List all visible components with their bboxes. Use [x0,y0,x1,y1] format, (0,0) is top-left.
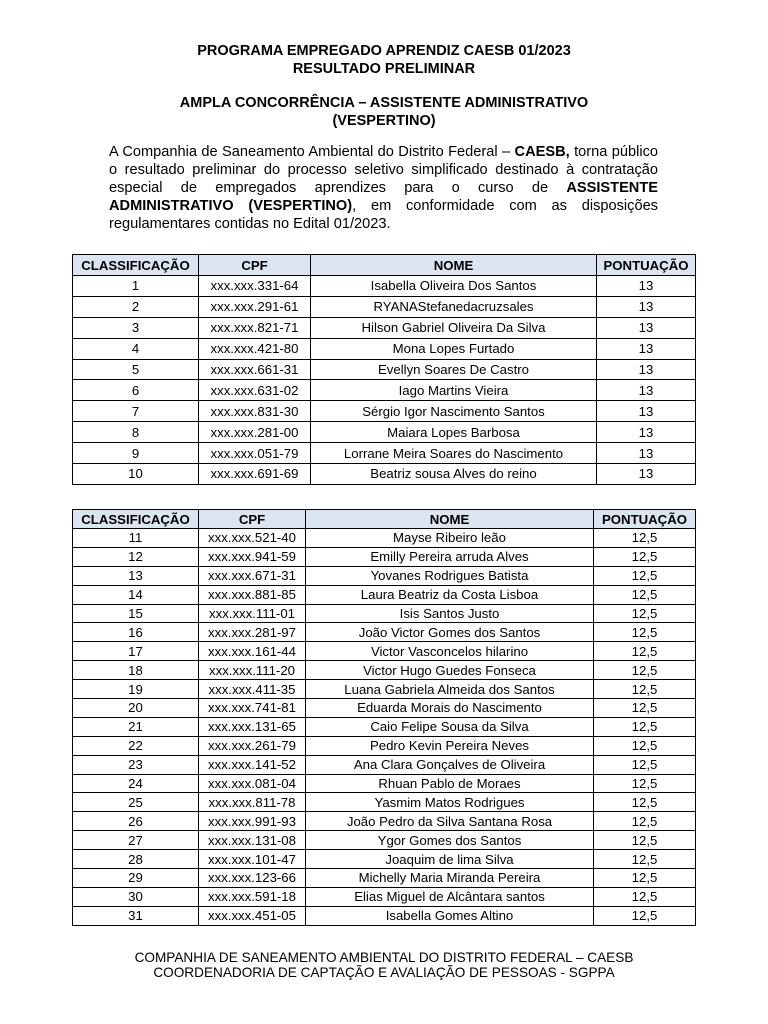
cell-nome: Elias Miguel de Alcântara santos [306,887,594,906]
cell-pontuacao: 12,5 [594,661,696,680]
cell-classificacao: 4 [73,338,199,359]
column-header-pontuacao: PONTUAÇÃO [594,510,696,529]
title-line-1: PROGRAMA EMPREGADO APRENDIZ CAESB 01/2023 [197,43,571,59]
cell-cpf: xxx.xxx.081-04 [199,774,306,793]
table-row [73,717,696,736]
cell-pontuacao: 12,5 [594,604,696,623]
cell-cpf: xxx.xxx.281-00 [199,422,311,443]
table-row [73,906,696,925]
cell-classificacao: 6 [73,380,199,401]
cell-nome: Hilson Gabriel Oliveira Da Silva [311,317,597,338]
column-header-classificacao: CLASSIFICAÇÃO [73,510,199,529]
cell-pontuacao: 12,5 [594,793,696,812]
cell-classificacao: 21 [73,717,199,736]
column-header-nome: NOME [306,510,594,529]
cell-cpf: xxx.xxx.941-59 [199,547,306,566]
cell-classificacao: 13 [73,566,199,585]
cell-nome: Isabella Oliveira Dos Santos [311,276,597,297]
table-row [73,276,696,297]
cell-classificacao: 1 [73,276,199,297]
table-row [73,623,696,642]
table-row [73,585,696,604]
cell-cpf: xxx.xxx.591-18 [199,887,306,906]
cell-cpf: xxx.xxx.111-01 [199,604,306,623]
cell-nome: Ygor Gomes dos Santos [306,831,594,850]
table-row [73,547,696,566]
table-row [73,755,696,774]
cell-nome: Laura Beatriz da Costa Lisboa [306,585,594,604]
cell-nome: Michelly Maria Miranda Pereira [306,869,594,888]
cell-cpf: xxx.xxx.051-79 [199,443,311,464]
cell-classificacao: 10 [73,464,199,485]
cell-pontuacao: 13 [597,317,696,338]
cell-classificacao: 16 [73,623,199,642]
title-line-2: RESULTADO PRELIMINAR [292,61,476,77]
cell-classificacao: 19 [73,680,199,699]
cell-classificacao: 20 [73,699,199,718]
cell-cpf: xxx.xxx.291-61 [199,296,311,317]
cell-classificacao: 5 [73,359,199,380]
cell-cpf: xxx.xxx.991-93 [199,812,306,831]
column-header-nome: NOME [311,255,597,276]
cell-classificacao: 26 [73,812,199,831]
cell-pontuacao: 12,5 [594,699,696,718]
cell-classificacao: 3 [73,317,199,338]
cell-classificacao: 28 [73,850,199,869]
table-row [73,887,696,906]
cell-nome: Victor Hugo Guedes Fonseca [306,661,594,680]
cell-pontuacao: 12,5 [594,623,696,642]
cell-cpf: xxx.xxx.131-08 [199,831,306,850]
cell-pontuacao: 12,5 [594,585,696,604]
cell-cpf: xxx.xxx.521-40 [199,529,306,548]
cell-nome: Evellyn Soares De Castro [311,359,597,380]
cell-nome: Iago Martins Vieira [311,380,597,401]
cell-cpf: xxx.xxx.101-47 [199,850,306,869]
cell-cpf: xxx.xxx.261-79 [199,736,306,755]
cell-classificacao: 15 [73,604,199,623]
cell-nome: Sérgio Igor Nascimento Santos [311,401,597,422]
cell-pontuacao: 13 [597,276,696,297]
table-row [73,699,696,718]
cell-pontuacao: 13 [597,380,696,401]
cell-nome: Yovanes Rodrigues Batista [306,566,594,585]
cell-classificacao: 11 [73,529,199,548]
cell-cpf: xxx.xxx.691-69 [199,464,311,485]
cell-pontuacao: 12,5 [594,642,696,661]
table-row [73,529,696,548]
cell-classificacao: 30 [73,887,199,906]
cell-nome: Mona Lopes Furtado [311,338,597,359]
table-row [73,401,696,422]
cell-pontuacao: 12,5 [594,850,696,869]
cell-cpf: xxx.xxx.421-80 [199,338,311,359]
document-title [0,42,768,78]
cell-classificacao: 12 [73,547,199,566]
table-row [73,359,696,380]
cell-nome: Luana Gabriela Almeida dos Santos [306,680,594,699]
cell-nome: Yasmim Matos Rodrigues [306,793,594,812]
cell-classificacao: 27 [73,831,199,850]
document-subtitle [0,94,768,130]
table-row [73,661,696,680]
cell-pontuacao: 12,5 [594,680,696,699]
table-row [73,317,696,338]
cell-nome: Rhuan Pablo de Moraes [306,774,594,793]
intro-bold-course: ASSISTENTE ADMINISTRATIVO (VESPERTINO) [109,180,658,214]
table-row [73,774,696,793]
cell-pontuacao: 13 [597,464,696,485]
cell-cpf: xxx.xxx.111-20 [199,661,306,680]
cell-pontuacao: 13 [597,422,696,443]
table-row [73,850,696,869]
cell-pontuacao: 12,5 [594,774,696,793]
column-header-classificacao: CLASSIFICAÇÃO [73,255,199,276]
cell-classificacao: 23 [73,755,199,774]
table-row [73,642,696,661]
cell-nome: Caio Felipe Sousa da Silva [306,717,594,736]
cell-nome: João Pedro da Silva Santana Rosa [306,812,594,831]
cell-pontuacao: 12,5 [594,755,696,774]
results-table-13-points [72,254,696,485]
cell-pontuacao: 12,5 [594,566,696,585]
cell-nome: Eduarda Morais do Nascimento [306,699,594,718]
cell-nome: Isis Santos Justo [306,604,594,623]
cell-classificacao: 7 [73,401,199,422]
intro-text-1: A Companhia de Saneamento Ambiental do Distrito Federal – [109,144,515,160]
intro-text-3: , em conformidade com as disposições regulamentares contidas no Edital 01/2023. [109,198,658,232]
cell-nome: Pedro Kevin Pereira Neves [306,736,594,755]
cell-nome: RYANAStefanedacruzsales [311,296,597,317]
cell-nome: Beatriz sousa Alves do reino [311,464,597,485]
footer-department-name: COORDENADORIA DE CAPTAÇÃO E AVALIAÇÃO DE PESSOAS - SGPPA [153,965,615,980]
column-header-cpf: CPF [199,255,311,276]
table-row [73,443,696,464]
cell-cpf: xxx.xxx.123-66 [199,869,306,888]
cell-classificacao: 9 [73,443,199,464]
cell-pontuacao: 13 [597,338,696,359]
cell-nome: Mayse Ribeiro leão [306,529,594,548]
table-row [73,736,696,755]
cell-pontuacao: 12,5 [594,831,696,850]
cell-classificacao: 8 [73,422,199,443]
table-row [73,566,696,585]
cell-pontuacao: 12,5 [594,717,696,736]
cell-pontuacao: 12,5 [594,887,696,906]
subtitle-line-1: AMPLA CONCORRÊNCIA – ASSISTENTE ADMINISTRATIVO [179,95,589,111]
cell-nome: Emilly Pereira arruda Alves [306,547,594,566]
cell-classificacao: 24 [73,774,199,793]
cell-nome: Maiara Lopes Barbosa [311,422,597,443]
cell-nome: Victor Vasconcelos hilarino [306,642,594,661]
cell-classificacao: 22 [73,736,199,755]
cell-nome: Joaquim de lima Silva [306,850,594,869]
cell-cpf: xxx.xxx.131-65 [199,717,306,736]
cell-cpf: xxx.xxx.631-02 [199,380,311,401]
table-row [73,338,696,359]
cell-classificacao: 2 [73,296,199,317]
cell-cpf: xxx.xxx.161-44 [199,642,306,661]
cell-pontuacao: 13 [597,443,696,464]
cell-classificacao: 14 [73,585,199,604]
cell-classificacao: 25 [73,793,199,812]
table-row [73,464,696,485]
cell-pontuacao: 13 [597,296,696,317]
cell-pontuacao: 13 [597,401,696,422]
cell-classificacao: 31 [73,906,199,925]
table-row [73,831,696,850]
cell-cpf: xxx.xxx.661-31 [199,359,311,380]
cell-pontuacao: 12,5 [594,736,696,755]
cell-cpf: xxx.xxx.281-97 [199,623,306,642]
cell-cpf: xxx.xxx.811-78 [199,793,306,812]
cell-cpf: xxx.xxx.741-81 [199,699,306,718]
cell-pontuacao: 13 [597,359,696,380]
cell-pontuacao: 12,5 [594,906,696,925]
results-table-12-5-points [72,509,696,926]
table-row [73,296,696,317]
cell-classificacao: 18 [73,661,199,680]
cell-cpf: xxx.xxx.331-64 [199,276,311,297]
table-row [73,422,696,443]
table-row [73,604,696,623]
intro-paragraph [109,143,658,233]
intro-text-2: torna público o resultado preliminar do processo seletivo simplificado destinado à contratação especial de empregados aprendizes para o curso de [109,144,659,196]
cell-cpf: xxx.xxx.821-71 [199,317,311,338]
table-row [73,680,696,699]
cell-pontuacao: 12,5 [594,812,696,831]
cell-classificacao: 29 [73,869,199,888]
table-row [73,869,696,888]
cell-nome: Ana Clara Gonçalves de Oliveira [306,755,594,774]
column-header-cpf: CPF [199,510,306,529]
table-header-row [73,510,696,529]
table-row [73,812,696,831]
table-header-row [73,255,696,276]
cell-pontuacao: 12,5 [594,547,696,566]
cell-cpf: xxx.xxx.141-52 [199,755,306,774]
cell-cpf: xxx.xxx.411-35 [199,680,306,699]
table-row [73,793,696,812]
table-row [73,380,696,401]
cell-cpf: xxx.xxx.881-85 [199,585,306,604]
cell-cpf: xxx.xxx.451-05 [199,906,306,925]
cell-pontuacao: 12,5 [594,869,696,888]
intro-bold-caesb: CAESB, [514,144,570,160]
cell-nome: Lorrane Meira Soares do Nascimento [311,443,597,464]
cell-pontuacao: 12,5 [594,529,696,548]
cell-nome: João Victor Gomes dos Santos [306,623,594,642]
cell-cpf: xxx.xxx.671-31 [199,566,306,585]
footer-company-name: COMPANHIA DE SANEAMENTO AMBIENTAL DO DISTRITO FEDERAL – CAESB [134,950,634,965]
cell-classificacao: 17 [73,642,199,661]
cell-nome: Isabella Gomes Altino [306,906,594,925]
column-header-pontuacao: PONTUAÇÃO [597,255,696,276]
cell-cpf: xxx.xxx.831-30 [199,401,311,422]
subtitle-line-2: (VESPERTINO) [332,113,436,129]
